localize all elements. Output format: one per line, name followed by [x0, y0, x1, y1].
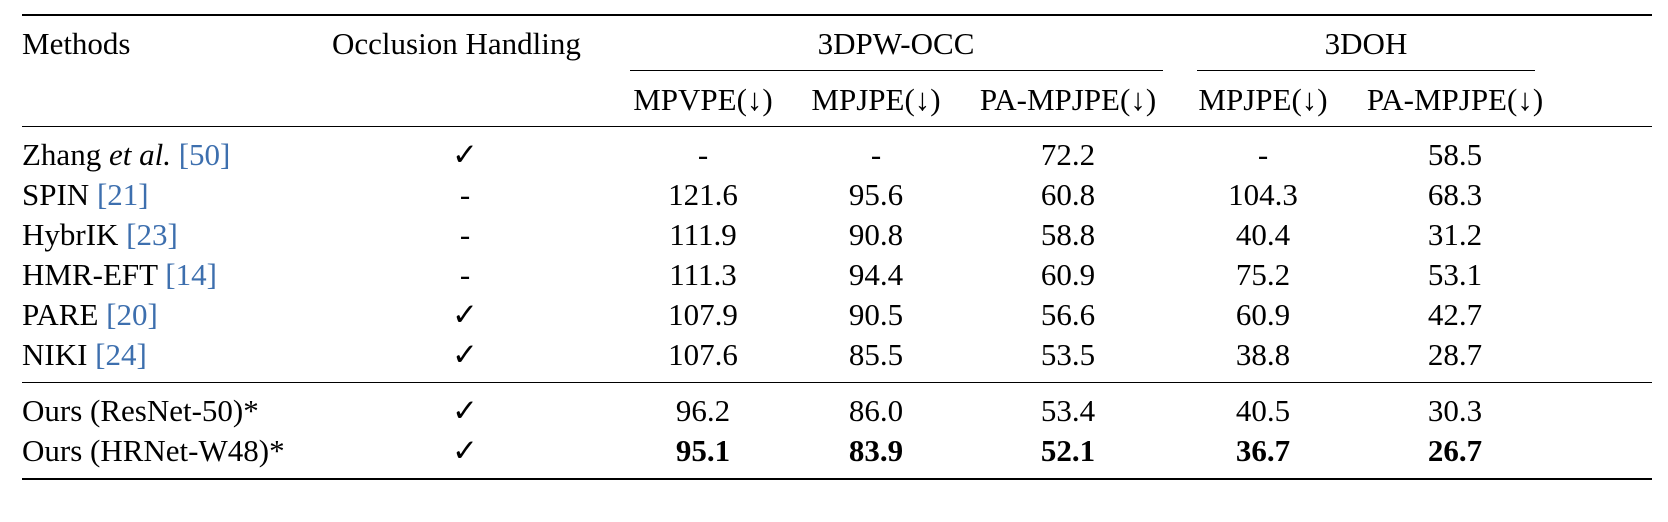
- method-label: PARE: [22, 297, 107, 332]
- occlusion-handling-mark: ✓: [452, 337, 478, 372]
- method-label-space: [171, 137, 179, 172]
- metric-value: 58.5: [1427, 137, 1483, 172]
- method-name: [22, 137, 230, 173]
- header-methods: Methods: [22, 26, 131, 61]
- metric-value: 94.4: [848, 257, 904, 292]
- method-label: Ours (HRNet-W48)*: [22, 433, 285, 468]
- metric-value: 86.0: [848, 393, 904, 428]
- method-label: HMR-EFT: [22, 257, 166, 292]
- metric-value: 40.4: [1235, 217, 1291, 252]
- occlusion-handling-mark: ✓: [452, 393, 478, 428]
- metric-value: 53.5: [1040, 337, 1096, 372]
- metric-value: 40.5: [1235, 393, 1291, 428]
- metric-value: 60.9: [1040, 257, 1096, 292]
- method-label: SPIN: [22, 177, 97, 212]
- header-col-3doh-mpjpe: MPJPE(↓): [1198, 82, 1328, 117]
- metric-value: 83.9: [848, 433, 904, 468]
- metric-value: 53.1: [1427, 257, 1483, 292]
- occlusion-handling-mark: ✓: [452, 297, 478, 332]
- group-rule: [22, 382, 1652, 383]
- method-name: [22, 433, 285, 469]
- metric-value: 38.8: [1235, 337, 1291, 372]
- method-name: [22, 177, 149, 213]
- header-3dpw-occ: 3DPW-OCC: [817, 26, 975, 61]
- top-rule: [22, 14, 1652, 16]
- metric-value: 52.1: [1040, 433, 1096, 468]
- method-label-italic: et al.: [108, 137, 171, 172]
- metric-value: 104.3: [1228, 177, 1298, 212]
- citation-link[interactable]: [23]: [126, 217, 178, 252]
- method-label: NIKI: [22, 337, 96, 372]
- header-3doh: 3DOH: [1324, 26, 1408, 61]
- method-name: [22, 297, 158, 333]
- citation-link[interactable]: [50]: [178, 137, 231, 172]
- metric-value: 30.3: [1427, 393, 1483, 428]
- metric-value: 90.8: [848, 217, 904, 252]
- method-name: [22, 337, 147, 373]
- occlusion-handling-mark: -: [459, 217, 471, 252]
- metric-value: 96.2: [675, 393, 731, 428]
- metric-value: 111.3: [669, 257, 737, 292]
- metric-value: 28.7: [1427, 337, 1483, 372]
- metric-value: 42.7: [1427, 297, 1483, 332]
- metric-value: 107.6: [668, 337, 738, 372]
- metric-value: 56.6: [1040, 297, 1096, 332]
- metric-value: -: [697, 137, 709, 172]
- method-label: Zhang: [22, 137, 109, 172]
- occlusion-handling-mark: -: [459, 257, 471, 292]
- metric-value: 68.3: [1427, 177, 1483, 212]
- metric-value: -: [870, 137, 882, 172]
- metric-value: 36.7: [1235, 433, 1291, 468]
- header-rule: [22, 126, 1652, 127]
- metric-value: 60.9: [1235, 297, 1291, 332]
- metric-value: 60.8: [1040, 177, 1096, 212]
- method-name: [22, 393, 259, 429]
- citation-link[interactable]: [21]: [96, 177, 149, 212]
- metric-value: 111.9: [669, 217, 737, 252]
- header-col-mpjpe: MPJPE(↓): [811, 82, 941, 117]
- metric-value: 26.7: [1427, 433, 1483, 468]
- metric-value: 90.5: [848, 297, 904, 332]
- method-name: [22, 257, 217, 293]
- metric-value: 31.2: [1427, 217, 1483, 252]
- bottom-rule: [22, 478, 1652, 480]
- method-label: HybrIK: [22, 217, 127, 252]
- header-col-mpvpe: MPVPE(↓): [633, 82, 773, 117]
- header-occlusion-handling: Occlusion Handling: [332, 26, 581, 61]
- header-col-3doh-pa-mpjpe: PA-MPJPE(↓): [1366, 82, 1544, 117]
- citation-link[interactable]: [14]: [165, 257, 217, 292]
- citation-link[interactable]: [20]: [106, 297, 158, 332]
- metric-value: -: [1257, 137, 1269, 172]
- metric-value: 95.1: [675, 433, 731, 468]
- cmidrule-3doh: [1197, 70, 1535, 71]
- occlusion-handling-mark: ✓: [452, 433, 478, 468]
- occlusion-handling-mark: -: [459, 177, 471, 212]
- metric-value: 75.2: [1235, 257, 1291, 292]
- header-col-pa-mpjpe: PA-MPJPE(↓): [979, 82, 1157, 117]
- method-label: Ours (ResNet-50)*: [22, 393, 259, 428]
- occlusion-handling-mark: ✓: [452, 137, 478, 172]
- citation-link[interactable]: [24]: [95, 337, 147, 372]
- metric-value: 121.6: [668, 177, 738, 212]
- metric-value: 72.2: [1040, 137, 1096, 172]
- method-name: [22, 217, 178, 253]
- metric-value: 107.9: [668, 297, 738, 332]
- metric-value: 85.5: [848, 337, 904, 372]
- metric-value: 58.8: [1040, 217, 1096, 252]
- metric-value: 53.4: [1040, 393, 1096, 428]
- cmidrule-3dpw-occ: [630, 70, 1163, 71]
- metric-value: 95.6: [848, 177, 904, 212]
